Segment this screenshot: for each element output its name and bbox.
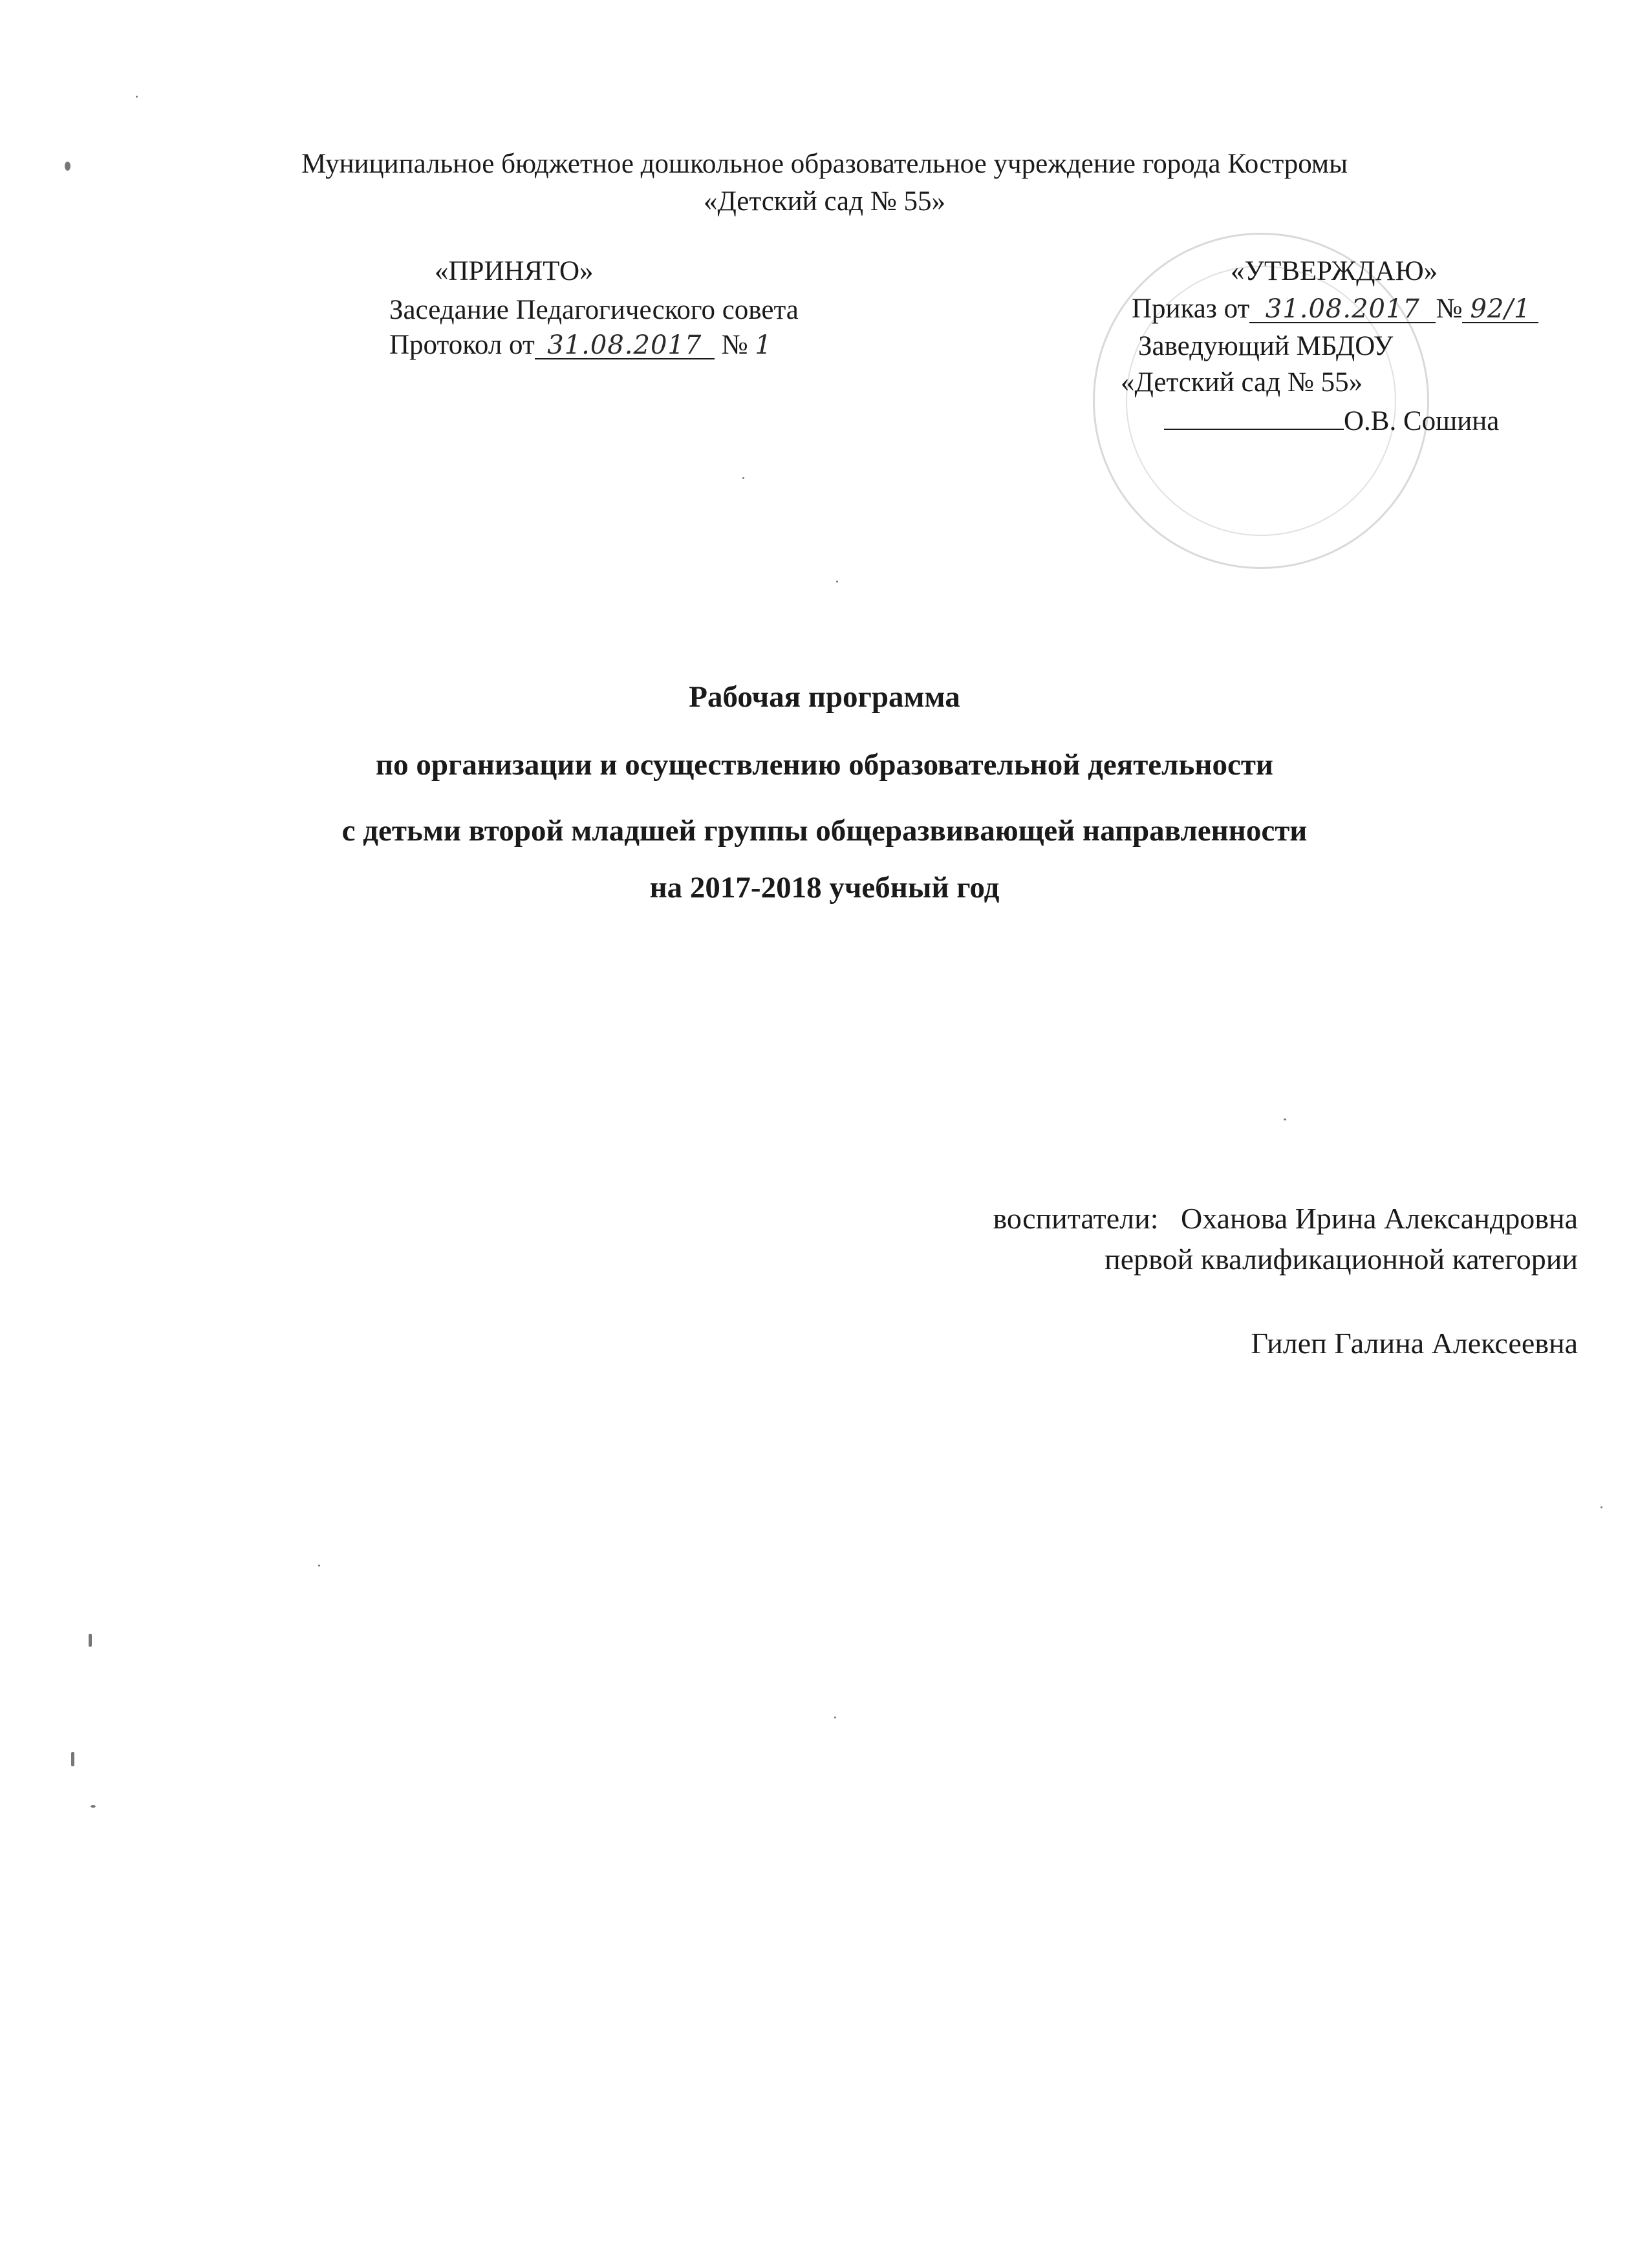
scan-speck — [836, 581, 838, 583]
protocol-date-handwritten: 31.08.2017 — [535, 332, 715, 359]
approved-order — [1132, 295, 1538, 323]
program-title-line3: с детьми второй младшей группы общеразвивающей направленности — [341, 814, 1308, 848]
educator-category-1: первой квалификационной категории — [1105, 1243, 1578, 1276]
scan-speck — [834, 1717, 836, 1718]
scan-speck — [742, 477, 744, 479]
order-prefix: Приказ от — [1132, 294, 1250, 324]
signature-handwritten — [1164, 405, 1344, 430]
protocol-prefix: Протокол от — [389, 330, 535, 360]
institution-name-line1: Муниципальное бюджетное дошкольное образовательное учреждение города Костромы — [301, 149, 1348, 179]
protocol-number-label: № — [721, 330, 748, 360]
approved-head-title: Заведующий МБДОУ — [1138, 331, 1394, 361]
order-number-handwritten: 92/1 — [1462, 296, 1538, 323]
scan-speck — [89, 1634, 92, 1647]
educators-line1 — [993, 1204, 1578, 1234]
scan-speck — [91, 1805, 96, 1808]
educator-name-2: Гилеп Галина Алексеевна — [1251, 1327, 1578, 1360]
scan-speck — [71, 1752, 74, 1766]
head-name: О.В. Сошина — [1344, 406, 1500, 436]
order-number-label: № — [1436, 294, 1463, 324]
approved-title: «УТВЕРЖДАЮ» — [1231, 256, 1438, 286]
educators-label: воспитатели: — [993, 1202, 1159, 1235]
scan-speck — [136, 96, 138, 98]
scan-speck — [65, 162, 70, 171]
scan-speck — [318, 1565, 320, 1567]
program-title-line4: на 2017-2018 учебный год — [649, 871, 1000, 904]
protocol-number-handwritten: 1 — [755, 330, 772, 360]
educator-name-1: Оханова Ирина Александровна — [1180, 1202, 1578, 1235]
program-title-line1: Рабочая программа — [689, 680, 960, 714]
accepted-protocol — [389, 331, 779, 359]
accepted-title: «ПРИНЯТО» — [435, 256, 594, 286]
order-date-handwritten: 31.08.2017 — [1249, 296, 1436, 323]
accepted-meeting: Заседание Педагогического совета — [389, 295, 799, 325]
program-title-line2: по организации и осуществлению образовательной деятельности — [376, 748, 1273, 782]
approved-institution: «Детский сад № 55» — [1121, 367, 1363, 398]
institution-name-line2: «Детский сад № 55» — [703, 186, 946, 217]
scan-speck — [1284, 1118, 1286, 1120]
scan-speck — [1600, 1506, 1602, 1508]
approved-signature-line — [1164, 405, 1499, 435]
